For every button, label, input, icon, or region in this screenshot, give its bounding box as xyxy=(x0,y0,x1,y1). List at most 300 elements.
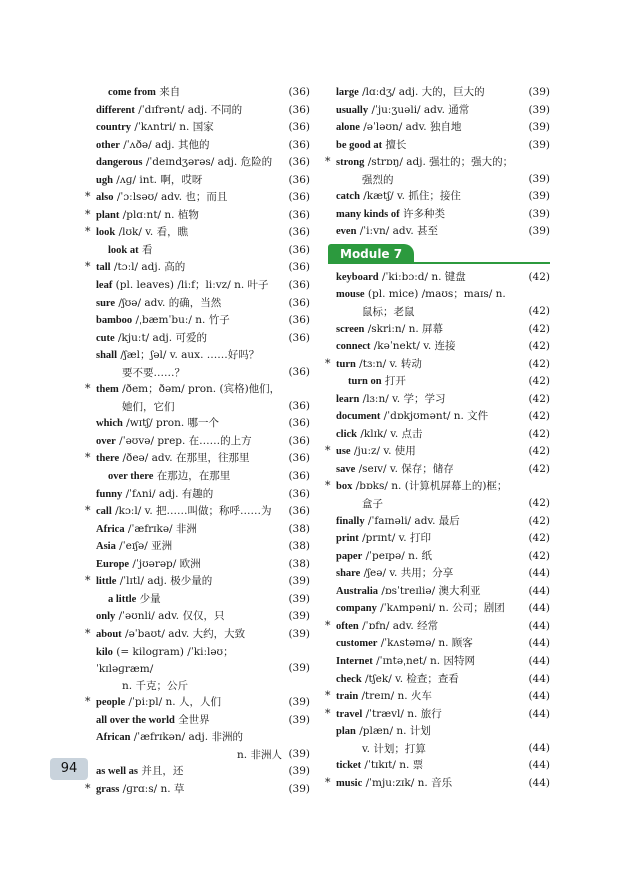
page-reference: (42) xyxy=(528,340,550,353)
page-reference: (36) xyxy=(288,191,310,204)
vocab-definition: /ˈdeɪndʒərəs/ adj. 危险的 xyxy=(142,156,273,169)
vocab-entry xyxy=(88,538,310,556)
vocab-word: cute xyxy=(96,332,115,344)
vocab-entry xyxy=(328,321,550,339)
vocab-word: save xyxy=(336,463,356,475)
vocab-definition: /ˈeɪʃə/ 亚洲 xyxy=(115,540,173,553)
page-reference: (42) xyxy=(528,497,550,510)
page-reference: (36) xyxy=(288,103,310,116)
vocab-word: strong xyxy=(336,157,365,169)
vocab-word: Australia xyxy=(336,585,378,597)
vocab-entry xyxy=(325,154,550,188)
vocab-definition: 并且，还 xyxy=(138,765,184,778)
page-reference: (36) xyxy=(288,399,310,412)
vocab-word: call xyxy=(96,506,112,518)
vocab-definition: /ˈdɪfrənt/ adj. 不同的 xyxy=(134,103,243,116)
page-reference: (42) xyxy=(528,322,550,335)
vocab-word: train xyxy=(336,691,359,703)
vocab-definition: /ˈtɪkɪt/ n. 票 xyxy=(361,759,424,772)
vocab-word: look xyxy=(96,227,116,239)
vocab-word: them xyxy=(96,384,119,396)
vocab-entry xyxy=(88,154,310,172)
page-reference: (36) xyxy=(288,470,310,483)
vocab-word: sure xyxy=(96,297,116,309)
vocab-entry xyxy=(88,277,310,295)
vocab-entry xyxy=(88,486,310,504)
vocab-entry xyxy=(325,618,550,636)
vocab-definition: /plɑːnt/ n. 植物 xyxy=(119,208,199,221)
page-reference: (39) xyxy=(288,713,310,726)
vocab-word: funny xyxy=(96,488,123,500)
vocab-entry xyxy=(328,286,550,320)
vocab-definition: /plæn/ n. 计划 xyxy=(355,725,431,738)
vocab-entry xyxy=(328,757,550,775)
page-reference: (44) xyxy=(528,707,550,720)
vocab-definition: /ɡrɑːs/ n. 草 xyxy=(119,782,185,795)
vocab-word: use xyxy=(336,446,351,458)
vocab-word: country xyxy=(96,122,131,134)
vocab-entry xyxy=(328,671,550,689)
vocab-definition: /ʃʊə/ adv. 的确，当然 xyxy=(115,296,222,309)
vocab-entry xyxy=(328,391,550,409)
vocab-definition-continued: 强烈的 xyxy=(362,173,394,186)
vocab-definition-continued: 鼠标；老鼠 xyxy=(362,306,415,319)
vocab-definition-continued: 她们，它们 xyxy=(122,400,175,413)
vocab-definition: /ˈpiːpl/ n. 人，人们 xyxy=(125,696,221,709)
vocab-word: even xyxy=(336,226,357,238)
vocab-entry xyxy=(88,556,310,574)
page-reference: (39) xyxy=(288,575,310,588)
page-reference: (44) xyxy=(528,584,550,597)
vocab-entry xyxy=(328,600,550,618)
vocab-definition: /kætʃ/ v. 抓住；接住 xyxy=(359,190,461,203)
vocab-definition: /əˈbaʊt/ adv. 大约，大致 xyxy=(121,627,246,640)
vocab-definition: /kɔːl/ v. 把……叫做；称呼……为 xyxy=(111,505,272,518)
vocab-definition: 许多种类 xyxy=(399,207,445,220)
page-reference: (36) xyxy=(288,452,310,465)
vocab-entry xyxy=(85,381,310,415)
vocab-entry xyxy=(328,408,550,426)
vocab-word: often xyxy=(336,620,359,632)
vocab-definition: /ʃeə/ v. 共用；分享 xyxy=(360,567,454,580)
page-reference: (42) xyxy=(528,445,550,458)
vocab-entry xyxy=(85,694,310,712)
vocab-definition: /tɜːn/ v. 转动 xyxy=(355,357,422,370)
page-reference: (36) xyxy=(288,261,310,274)
page-reference: (38) xyxy=(288,540,310,553)
vocab-entry xyxy=(328,565,550,583)
page-reference: (44) xyxy=(528,741,550,754)
vocab-entry xyxy=(88,84,310,102)
page-reference: (39) xyxy=(288,747,310,760)
vocab-definition: /strɒŋ/ adj. 强壮的；强大的； xyxy=(364,156,514,169)
page-reference: (42) xyxy=(528,392,550,405)
page-number: 94 xyxy=(50,758,88,780)
vocab-entry xyxy=(328,513,550,531)
page-reference: (39) xyxy=(528,138,550,151)
page-reference: (39) xyxy=(528,172,550,185)
vocab-word: click xyxy=(336,428,357,440)
vocab-entry xyxy=(325,775,550,793)
vocab-entry xyxy=(328,269,550,287)
page-reference: (39) xyxy=(288,627,310,640)
vocab-entry xyxy=(88,102,310,120)
vocab-definition: /treɪn/ n. 火车 xyxy=(358,690,432,703)
page-reference: (42) xyxy=(528,410,550,423)
vocab-definition: /ˈɪntəˌnet/ n. 因特网 xyxy=(372,654,475,667)
vocab-definition: /lɑːdʒ/ adj. 大的，巨大的 xyxy=(358,86,485,98)
vocab-definition: (pl. mice) /maʊs；maɪs/ n. xyxy=(364,288,506,301)
vocab-definition: /ˈɔːlsəʊ/ adv. 也；而且 xyxy=(113,191,228,204)
star-marker: * xyxy=(325,479,331,493)
page-reference: (39) xyxy=(288,610,310,623)
page-reference: (36) xyxy=(288,296,310,309)
page-reference: (39) xyxy=(288,592,310,605)
vocab-definition: /lɜːn/ v. 学；学习 xyxy=(359,392,446,405)
vocab-column-right xyxy=(325,84,550,792)
page-reference: (42) xyxy=(528,427,550,440)
page-reference: (39) xyxy=(288,782,310,795)
module-header xyxy=(328,244,550,264)
page-reference: (44) xyxy=(528,776,550,789)
vocab-word: be good at xyxy=(336,139,383,151)
vocab-word: about xyxy=(96,628,122,640)
vocab-definition: 全世界 xyxy=(174,713,210,726)
page-reference: (42) xyxy=(528,375,550,388)
vocab-entry xyxy=(328,338,550,356)
page-reference: (44) xyxy=(528,567,550,580)
page-reference: (36) xyxy=(288,279,310,292)
vocab-entry xyxy=(88,521,310,539)
vocab-entry xyxy=(328,206,550,224)
page-reference: (39) xyxy=(528,225,550,238)
vocab-entry xyxy=(328,119,550,137)
vocab-definition-continued: v. 计划；打算 xyxy=(362,742,426,755)
page-reference: (44) xyxy=(528,654,550,667)
vocab-entry xyxy=(85,189,310,207)
page-reference: (39) xyxy=(288,696,310,709)
vocab-word: plant xyxy=(96,209,120,221)
vocab-entry xyxy=(328,102,550,120)
page-reference: (36) xyxy=(288,86,310,98)
vocab-word: as well as xyxy=(96,766,138,778)
vocab-definition: /ˈkʌmpəni/ n. 公司；剧团 xyxy=(376,602,505,615)
star-marker: * xyxy=(325,356,331,370)
vocab-definition: (= kilogram) /ˈkiːləʊ；ˈkɪləɡræm/ xyxy=(96,645,234,676)
page-reference: (42) xyxy=(528,357,550,370)
vocab-list-module7 xyxy=(325,269,550,792)
page-reference: (36) xyxy=(288,208,310,221)
vocab-column-left xyxy=(85,84,310,798)
page-reference: (42) xyxy=(528,549,550,562)
vocab-definition: /seɪv/ v. 保存；储存 xyxy=(355,462,454,475)
vocab-definition: /skriːn/ n. 屏幕 xyxy=(364,322,444,335)
page-reference: (44) xyxy=(528,672,550,685)
vocab-definition: /ˈkʌstəmə/ n. 顾客 xyxy=(377,637,473,650)
vocab-definition: /ʃæl；ʃəl/ v. aux. ……好吗？ xyxy=(117,349,260,362)
vocab-word: keyboard xyxy=(336,271,379,283)
vocab-word: ugh xyxy=(96,174,113,186)
vocab-entry xyxy=(325,706,550,724)
vocab-definition: /ˈlɪtl/ adj. 极少量的 xyxy=(116,575,213,588)
vocab-word: dangerous xyxy=(96,157,143,169)
vocab-definition: /ˈɒfn/ adv. 经常 xyxy=(358,619,439,632)
vocab-definition: /juːz/ v. 使用 xyxy=(350,445,416,458)
vocab-definition: /ˈdɒkjʊmənt/ n. 文件 xyxy=(380,410,489,423)
vocab-entry xyxy=(85,259,310,277)
vocab-definition-continued: n. 非洲人 xyxy=(237,748,282,761)
page-reference: (36) xyxy=(288,487,310,500)
star-marker: * xyxy=(85,695,91,709)
vocab-word: many kinds of xyxy=(336,208,400,220)
vocab-definition: /ˈtrævl/ n. 旅行 xyxy=(362,707,442,720)
vocab-entry xyxy=(85,573,310,591)
vocab-definition: /ˈkʌntri/ n. 国家 xyxy=(131,121,214,134)
page-reference: (36) xyxy=(288,314,310,327)
vocab-word: company xyxy=(336,603,377,615)
vocab-word: there xyxy=(96,453,120,465)
star-marker: * xyxy=(85,574,91,588)
vocab-definition: /bɒks/ n. (计算机屏幕上的)框； xyxy=(352,480,508,493)
vocab-word: Africa xyxy=(96,523,125,535)
vocab-word: catch xyxy=(336,191,360,203)
vocab-word: travel xyxy=(336,708,363,720)
vocab-entry xyxy=(88,295,310,313)
vocab-word: African xyxy=(96,732,131,744)
star-marker: * xyxy=(85,382,91,396)
vocab-entry xyxy=(88,729,310,763)
star-marker: * xyxy=(85,207,91,221)
vocab-word: connect xyxy=(336,341,371,353)
vocab-entry xyxy=(85,224,310,242)
module-title: Module 7 xyxy=(328,244,414,264)
vocab-definition: /ðeə/ adv. 在那里，往那里 xyxy=(119,452,250,465)
page-reference: (44) xyxy=(528,637,550,650)
vocab-word: paper xyxy=(336,550,363,562)
vocab-word: usually xyxy=(336,104,369,116)
vocab-entry xyxy=(88,330,310,348)
vocab-word: over there xyxy=(108,471,154,483)
vocab-word: kilo xyxy=(96,646,113,658)
star-marker: * xyxy=(325,618,331,632)
page-reference: (36) xyxy=(288,331,310,344)
vocab-entry xyxy=(328,461,550,479)
page-reference: (44) xyxy=(528,619,550,632)
vocab-definition: /ˈjʊərəp/ 欧洲 xyxy=(129,557,201,570)
vocab-word: Europe xyxy=(96,558,130,570)
page-reference: (36) xyxy=(288,121,310,134)
vocab-entry xyxy=(88,172,310,190)
star-marker: * xyxy=(85,781,91,795)
vocab-entry xyxy=(325,443,550,461)
page-reference: (44) xyxy=(528,602,550,615)
vocab-word: turn xyxy=(336,358,356,370)
vocab-word: bamboo xyxy=(96,315,133,327)
vocab-entry xyxy=(88,591,310,609)
vocab-definition: /ˈəʊnli/ adv. 仅仅，只 xyxy=(115,610,225,623)
vocab-word: look at xyxy=(108,244,139,256)
vocab-entry xyxy=(88,137,310,155)
star-marker: * xyxy=(85,451,91,465)
page-reference: (42) xyxy=(528,305,550,318)
vocab-entry xyxy=(88,242,310,260)
vocab-word: also xyxy=(96,192,114,204)
vocab-word: other xyxy=(96,139,120,151)
vocab-definition: (pl. leaves) /liːf；liːvz/ n. 叶子 xyxy=(112,279,269,292)
vocab-entry xyxy=(88,312,310,330)
vocab-word: share xyxy=(336,568,361,580)
page-reference: (39) xyxy=(528,207,550,220)
vocab-definition: /ˈiːvn/ adv. 甚至 xyxy=(356,225,438,238)
vocab-entry xyxy=(328,84,550,102)
vocab-definition: /kjuːt/ adj. 可爱的 xyxy=(114,331,207,344)
vocab-word: check xyxy=(336,673,362,685)
page-reference: (36) xyxy=(288,173,310,186)
vocab-word: leaf xyxy=(96,280,113,292)
vocab-entry xyxy=(328,548,550,566)
vocab-word: customer xyxy=(336,638,378,650)
vocab-word: only xyxy=(96,611,116,623)
vocab-entry xyxy=(88,763,310,781)
vocab-entry xyxy=(328,373,550,391)
vocab-word: plan xyxy=(336,726,356,738)
vocab-word: which xyxy=(96,418,123,430)
page-reference: (36) xyxy=(288,226,310,239)
star-marker: * xyxy=(85,225,91,239)
vocab-entry xyxy=(88,608,310,626)
page-reference: (38) xyxy=(288,557,310,570)
vocab-definition: /wɪtʃ/ pron. 哪一个 xyxy=(122,417,220,430)
vocab-word: box xyxy=(336,481,353,493)
vocab-entry xyxy=(88,712,310,730)
vocab-entry xyxy=(88,644,310,695)
vocab-entry xyxy=(328,635,550,653)
page-reference: (39) xyxy=(528,103,550,116)
vocab-entry xyxy=(325,478,550,512)
vocab-entry xyxy=(88,415,310,433)
vocab-definition: /ˌbæmˈbuː/ n. 竹子 xyxy=(132,314,230,327)
vocab-entry xyxy=(325,688,550,706)
vocab-definition: /ˈjuːʒuəli/ adv. 通常 xyxy=(368,103,470,116)
vocab-entry xyxy=(328,223,550,241)
vocab-entry xyxy=(88,468,310,486)
vocab-word: little xyxy=(96,576,117,588)
page-reference: (39) xyxy=(528,190,550,203)
vocab-definition: 来自 xyxy=(155,86,181,98)
page-reference: (36) xyxy=(288,365,310,378)
vocab-entry xyxy=(328,426,550,444)
page-reference: (36) xyxy=(288,434,310,447)
vocab-word: shall xyxy=(96,350,118,362)
vocab-entry xyxy=(85,207,310,225)
page-reference: (36) xyxy=(288,138,310,151)
vocab-entry xyxy=(85,626,310,644)
vocab-definition: /ˈæfrɪkə/ 非洲 xyxy=(124,522,197,535)
vocab-word: document xyxy=(336,411,381,423)
page-reference: (42) xyxy=(528,270,550,283)
vocab-definition: /ˈʌðə/ adj. 其他的 xyxy=(119,138,210,151)
page-reference: (36) xyxy=(288,156,310,169)
vocab-word: mouse xyxy=(336,289,365,301)
vocab-word: Asia xyxy=(96,541,116,553)
vocab-word: Internet xyxy=(336,655,373,667)
vocab-definition: /ðem；ðəm/ pron. (宾格)他们， xyxy=(118,383,281,396)
vocab-entry xyxy=(328,137,550,155)
page-reference: (44) xyxy=(528,690,550,703)
vocab-word: ticket xyxy=(336,760,362,772)
star-marker: * xyxy=(85,504,91,518)
page-reference: (42) xyxy=(528,462,550,475)
vocab-entry xyxy=(88,347,310,381)
vocab-entry xyxy=(328,653,550,671)
vocab-definition: /prɪnt/ v. 打印 xyxy=(358,532,431,545)
vocab-word: music xyxy=(336,777,363,789)
star-marker: * xyxy=(325,775,331,789)
vocab-definition: /əˈləʊn/ adv. 独自地 xyxy=(359,121,462,134)
vocab-word: tall xyxy=(96,262,111,274)
vocab-definition: /kəˈnekt/ v. 连接 xyxy=(370,340,456,353)
vocab-definition-continued: 要不要……？ xyxy=(122,366,185,379)
vocab-definition: 少量 xyxy=(136,592,161,605)
vocab-entry xyxy=(328,530,550,548)
vocab-word: alone xyxy=(336,122,360,134)
vocab-definition-continued: 盒子 xyxy=(362,498,383,511)
star-marker: * xyxy=(325,706,331,720)
vocab-entry xyxy=(88,433,310,451)
vocab-definition: /tʃek/ v. 检查；查看 xyxy=(361,672,459,685)
vocab-word: a little xyxy=(108,593,137,605)
star-marker: * xyxy=(325,689,331,703)
vocab-word: screen xyxy=(336,323,365,335)
star-marker: * xyxy=(85,260,91,274)
vocab-entry xyxy=(88,119,310,137)
star-marker: * xyxy=(325,444,331,458)
vocab-word: finally xyxy=(336,515,365,527)
vocab-definition: /lʊk/ v. 看，瞧 xyxy=(115,226,189,239)
vocab-definition: 打开 xyxy=(381,375,406,388)
vocab-entry xyxy=(85,450,310,468)
page-reference: (36) xyxy=(288,417,310,430)
vocab-definition: /ʌɡ/ int. 啊，哎呀 xyxy=(112,173,203,186)
vocab-entry xyxy=(325,356,550,374)
vocab-definition: /ˈəʊvə/ prep. 在……的上方 xyxy=(115,434,252,447)
vocab-word: grass xyxy=(96,783,120,795)
vocab-definition: 看 xyxy=(138,243,153,256)
vocab-definition: /tɔːl/ adj. 高的 xyxy=(110,261,186,274)
vocab-entry xyxy=(85,781,310,799)
page-reference: (39) xyxy=(528,121,550,134)
vocab-word: learn xyxy=(336,393,360,405)
vocab-word: turn on xyxy=(348,376,382,388)
vocab-definition: 在那边，在那里 xyxy=(153,470,231,483)
page-reference: (36) xyxy=(288,243,310,256)
vocab-definition: /klɪk/ v. 点击 xyxy=(357,427,423,440)
star-marker: * xyxy=(325,155,331,169)
page-reference: (38) xyxy=(288,522,310,535)
vocab-word: come from xyxy=(108,87,156,98)
page-reference: (36) xyxy=(288,505,310,518)
vocab-entry xyxy=(328,583,550,601)
vocab-entry xyxy=(328,188,550,206)
vocab-definition: /ˈpeɪpə/ n. 纸 xyxy=(362,549,433,562)
page-reference: (42) xyxy=(528,514,550,527)
vocab-word: different xyxy=(96,104,135,116)
vocab-definition: /ɒsˈtreɪliə/ 澳大利亚 xyxy=(378,584,481,597)
star-marker: * xyxy=(85,190,91,204)
vocab-definition: /ˈæfrɪkən/ adj. 非洲的 xyxy=(130,731,243,744)
vocab-list-module6-end xyxy=(325,84,550,241)
vocab-word: all over the world xyxy=(96,714,175,726)
